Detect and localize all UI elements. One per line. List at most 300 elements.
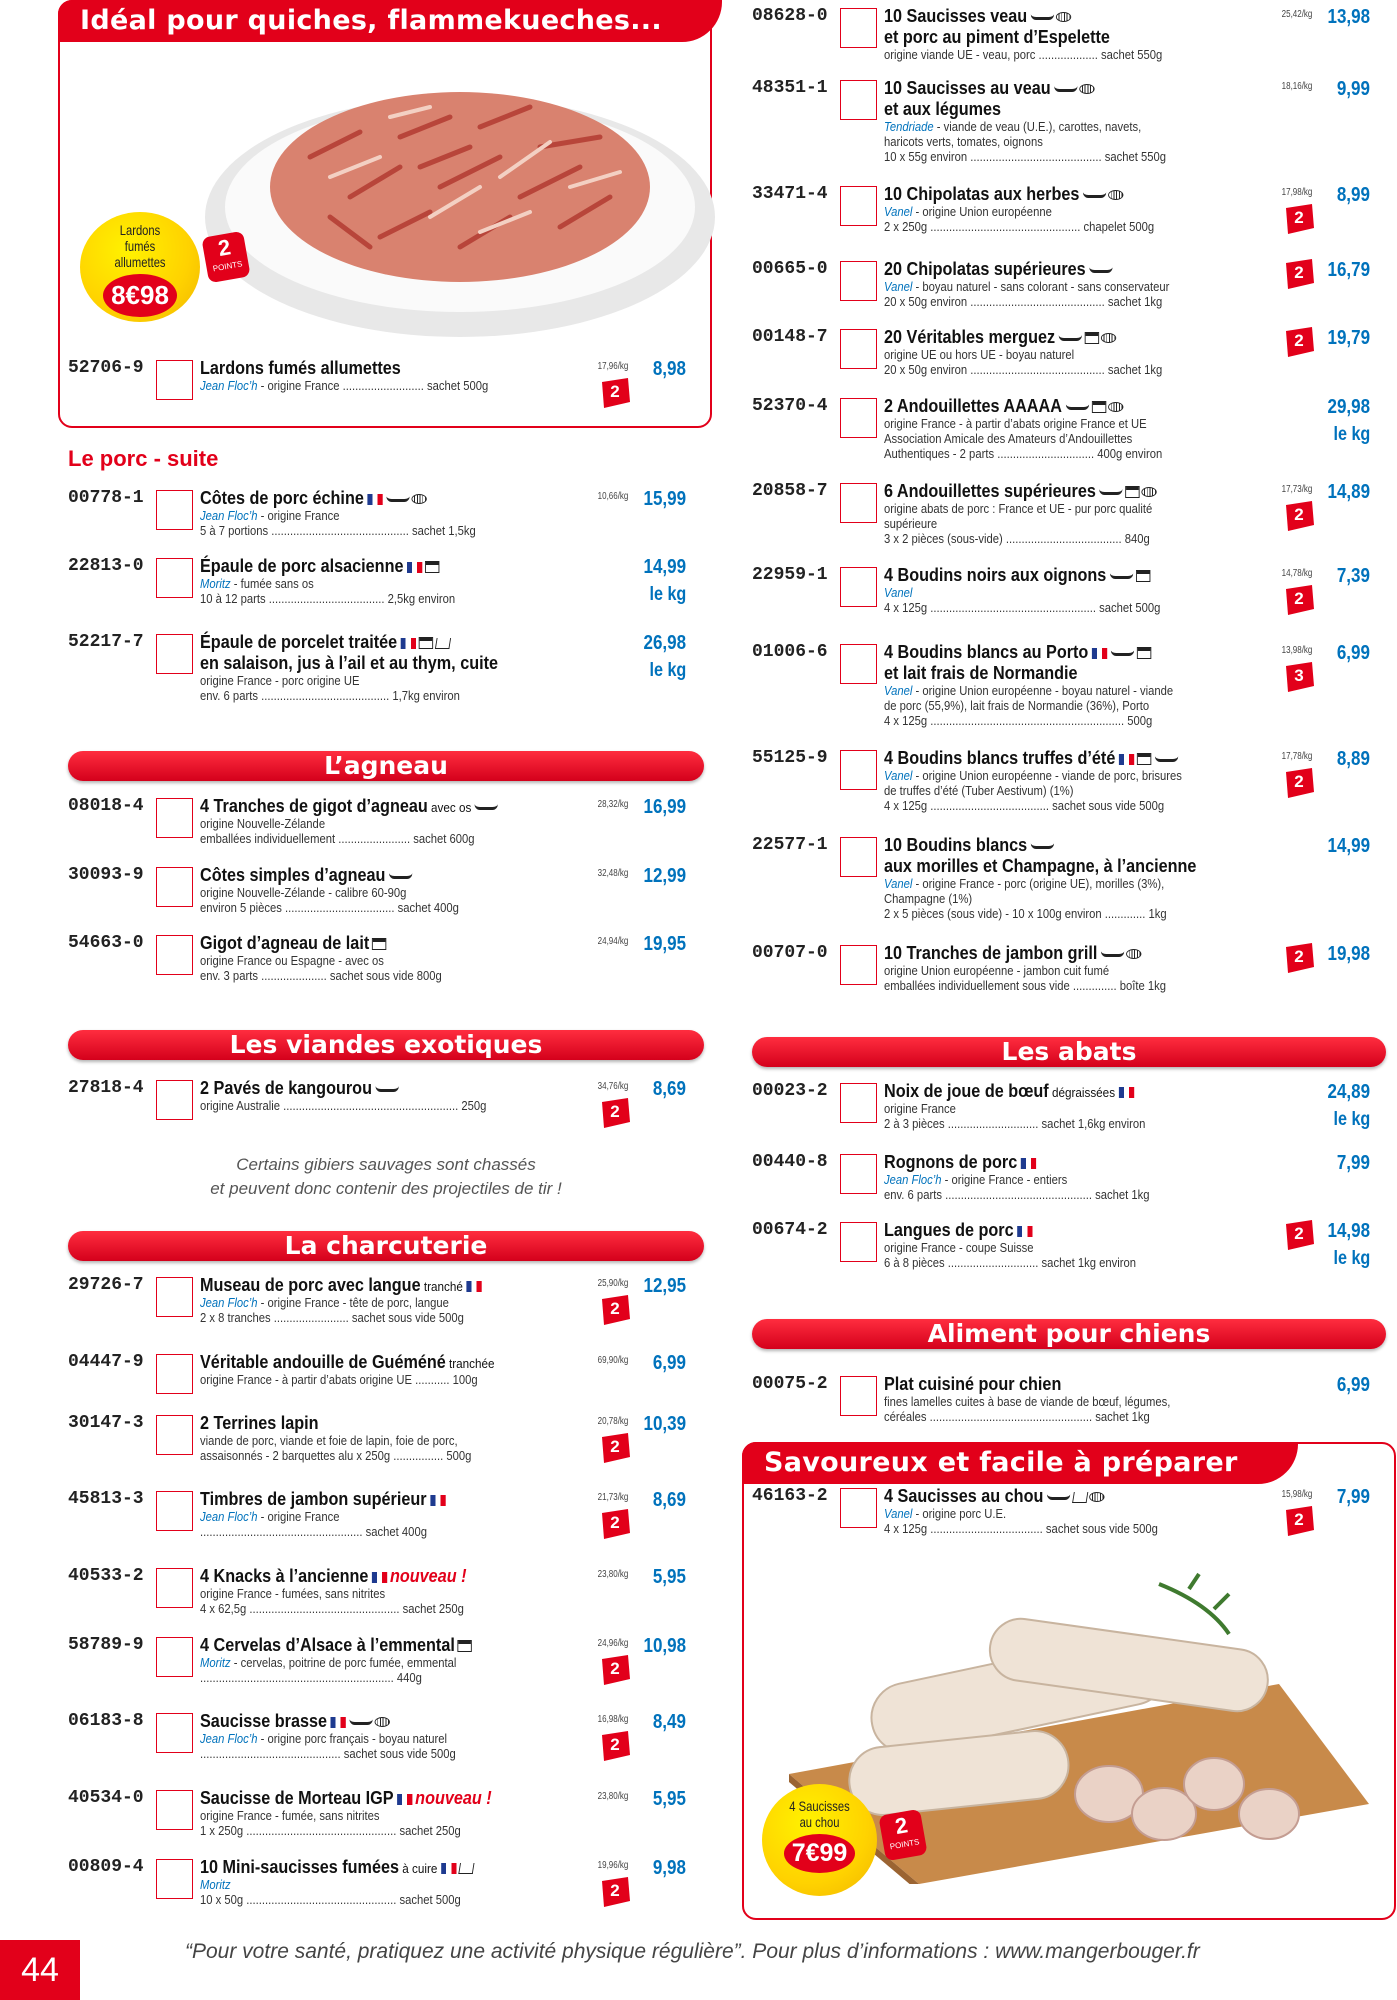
points-badge <box>1282 766 1316 800</box>
product-code: 00707-0 <box>752 943 828 963</box>
desc-text: origine France - à partir d’abats origine France et UE <box>884 417 1147 431</box>
desc-text: origine France - à partir d’abats origine UE ........... 100g <box>200 1373 478 1387</box>
french-flag-icon <box>1021 1158 1036 1169</box>
product-item <box>752 259 1392 319</box>
desc-text: - origine France .......................... sachet 500g <box>257 379 489 393</box>
product-desc <box>200 524 476 539</box>
order-checkbox[interactable] <box>840 186 877 226</box>
product-price: 14,89 <box>1327 481 1370 503</box>
order-checkbox[interactable] <box>840 1488 877 1528</box>
product-desc <box>884 892 972 907</box>
french-flag-icon <box>1092 648 1107 659</box>
points-badge <box>1282 499 1316 533</box>
points-badge <box>598 1096 632 1130</box>
order-checkbox[interactable] <box>156 634 193 674</box>
oven-icon <box>1136 570 1150 582</box>
product-name-text: 20 Véritables merguez <box>884 327 1056 347</box>
points-badge <box>598 1507 632 1541</box>
brand-name: Jean Floc’h <box>200 1510 258 1524</box>
order-checkbox[interactable] <box>840 750 877 790</box>
desc-text: - origine France - porc (origine UE), morilles (3%), <box>912 877 1165 891</box>
product-name-text: Noix de joue de bœuf <box>884 1081 1049 1101</box>
product-item <box>68 1857 708 1917</box>
points-value: 2 <box>610 1659 620 1678</box>
brand-name: Moritz <box>200 1656 231 1670</box>
product-desc <box>884 1256 1136 1271</box>
product-qualifier: tranchée <box>445 1356 495 1371</box>
banner-exotiques: Les viandes exotiques <box>68 1030 704 1060</box>
french-flag-icon <box>1017 1226 1032 1237</box>
brand-name: Vanel <box>884 280 913 294</box>
brand-name: Jean Floc’h <box>200 1296 258 1310</box>
product-item <box>752 1081 1392 1141</box>
french-flag-icon <box>401 638 416 649</box>
product-item <box>68 556 708 616</box>
points-value: 3 <box>1294 666 1304 685</box>
french-flag-icon <box>397 1794 412 1805</box>
desc-text: 2 x 8 tranches ........................ sachet sous vide 500g <box>200 1311 464 1325</box>
desc-text: origine Australie ........................................................ 250g <box>200 1099 487 1113</box>
product-desc <box>200 1099 486 1114</box>
product-desc <box>884 447 1162 462</box>
product-desc <box>884 1241 1033 1256</box>
desc-text: .............................................................. 440g <box>200 1671 422 1685</box>
product-code: 22959-1 <box>752 565 828 585</box>
brand-name: Tendriade <box>884 120 934 134</box>
points-value: 2 <box>610 1881 620 1900</box>
product-name-line2: et porc au piment d’Espelette <box>884 27 1110 47</box>
price-per-kg: 17,78/kg <box>1281 751 1312 762</box>
product-name <box>884 748 1178 769</box>
product-name-text: Saucisse brasse <box>200 1711 327 1731</box>
product-name-text: Côtes simples d’agneau <box>200 865 386 885</box>
order-checkbox[interactable] <box>156 1637 193 1677</box>
points-badge <box>878 1809 927 1862</box>
points-badge <box>201 231 250 284</box>
oven-icon <box>1085 332 1099 344</box>
product-price: 8,49 <box>652 1711 686 1733</box>
product-name-line2: aux morilles et Champagne, à l’ancienne <box>884 856 1197 876</box>
price-per-kg: 32,48/kg <box>597 868 628 879</box>
product-price: 8,69 <box>652 1489 686 1511</box>
order-checkbox[interactable] <box>840 945 877 985</box>
product-price: 14,98 <box>1327 1220 1370 1242</box>
price-per-kg: 24,96/kg <box>597 1638 628 1649</box>
page-number: 44 <box>0 1940 80 2000</box>
points-badge <box>598 1653 632 1687</box>
desc-text: - fumée sans os <box>230 577 314 591</box>
order-checkbox[interactable] <box>840 1376 877 1416</box>
product-item <box>752 481 1392 546</box>
product-item <box>752 1220 1392 1280</box>
desc-text: 4 x 125g ..................................................... sachet 500g <box>884 601 1161 615</box>
product-name-text: Côtes de porc échine <box>200 488 364 508</box>
desc-text: origine UE ou hors UE - boyau naturel <box>884 348 1075 362</box>
desc-text: viande de porc, viande et foie de lapin, foie de porc, <box>200 1434 458 1448</box>
product-name <box>200 796 498 818</box>
price-per-kg: 17,96/kg <box>597 361 628 372</box>
french-flag-icon <box>430 1495 445 1506</box>
product-name <box>884 184 1123 205</box>
product-name-text: 2 Andouillettes AAAAA <box>884 396 1062 416</box>
desc-text: origine France - coupe Suisse <box>884 1241 1034 1255</box>
product-desc <box>884 363 1162 378</box>
product-name <box>884 327 1116 348</box>
price-per-kg: 24,94/kg <box>597 936 628 947</box>
product-price: 19,95 <box>643 933 686 955</box>
price-burst <box>762 1784 877 1896</box>
product-desc <box>884 1410 1150 1425</box>
product-name <box>200 1078 399 1099</box>
order-checkbox[interactable] <box>840 261 877 301</box>
product-desc <box>884 1117 1145 1132</box>
product-name-text: Saucisse de Morteau IGP <box>200 1788 394 1808</box>
product-item <box>752 565 1392 625</box>
points-value: 2 <box>1294 505 1304 524</box>
product-desc <box>200 1809 379 1824</box>
product-desc <box>884 699 1149 714</box>
product-desc <box>884 979 1166 994</box>
product-desc <box>884 769 1182 784</box>
product-price: 13,98 <box>1327 6 1370 28</box>
order-checkbox[interactable] <box>840 1154 877 1194</box>
product-name <box>200 1352 495 1374</box>
order-checkbox[interactable] <box>156 1080 193 1120</box>
product-desc <box>200 1449 471 1464</box>
cart-icon <box>1072 1492 1088 1503</box>
pan-fry-icon <box>1089 267 1112 273</box>
product-code: 29726-7 <box>68 1275 144 1295</box>
pan-fry-icon <box>376 1086 399 1092</box>
product-name <box>200 1635 472 1656</box>
brand-name: Jean Floc’h <box>200 509 258 523</box>
product-code: 08628-0 <box>752 6 828 26</box>
banner-charcuterie: La charcuterie <box>68 1231 704 1261</box>
product-price: 7,99 <box>1336 1152 1370 1174</box>
pan-fry-icon <box>1155 756 1178 762</box>
grill-icon <box>1089 1492 1104 1502</box>
desc-text: origine viande UE - veau, porc ................... sachet 550g <box>884 48 1163 62</box>
points-badge <box>1282 941 1316 975</box>
product-code: 22813-0 <box>68 556 144 576</box>
price-per-kg: 20,78/kg <box>597 1416 628 1427</box>
grill-icon <box>1108 190 1123 200</box>
product-name <box>884 1486 1105 1507</box>
product-price: 12,95 <box>643 1275 686 1297</box>
points-value: 2 <box>610 1102 620 1121</box>
product-code: 52217-7 <box>68 632 144 652</box>
product-item <box>68 1352 708 1412</box>
product-name-text: Gigot d’agneau de lait <box>200 933 370 953</box>
price-per-kg: 17,98/kg <box>1281 187 1312 198</box>
points-badge <box>1282 1504 1316 1538</box>
price-per-kg: 18,16/kg <box>1281 81 1312 92</box>
order-checkbox[interactable] <box>156 1415 193 1455</box>
product-item <box>68 865 708 925</box>
product-item <box>68 933 708 993</box>
price-per-kg: 69,90/kg <box>597 1355 628 1366</box>
product-code: 40533-2 <box>68 1566 144 1586</box>
product-code: 27818-4 <box>68 1078 144 1098</box>
product-name-text: 10 Saucisses veau <box>884 6 1028 26</box>
product-code: 00148-7 <box>752 327 828 347</box>
desc-text: - origine Union européenne - viande de porc, brisures <box>912 769 1182 783</box>
desc-text: origine abats de porc : France et UE - pur porc qualité <box>884 502 1153 516</box>
product-desc <box>200 886 406 901</box>
product-desc <box>200 1296 449 1311</box>
price-per-kg: 13,98/kg <box>1281 645 1312 656</box>
desc-text: de porc (55,9%), lait frais de Normandie (36%), Porto <box>884 699 1150 713</box>
order-checkbox[interactable] <box>840 837 877 877</box>
order-checkbox[interactable] <box>840 567 877 607</box>
product-item <box>752 943 1392 1003</box>
grill-icon <box>1108 402 1123 412</box>
points-value: 2 <box>1294 1510 1304 1529</box>
desc-text: origine France - porc origine UE <box>200 674 360 688</box>
cart-icon <box>435 638 451 649</box>
product-code: 33471-4 <box>752 184 828 204</box>
desc-text: 6 à 8 pièces ............................. sachet 1kg environ <box>884 1256 1136 1270</box>
price-per-kg: 14,78/kg <box>1281 568 1312 579</box>
product-desc <box>884 120 1141 135</box>
product-item <box>752 835 1392 921</box>
product-qualifier: avec os <box>427 800 472 815</box>
burst-label: Lardons fumés allumettes <box>114 222 166 270</box>
product-price: 26,98 <box>643 632 686 654</box>
product-desc <box>884 684 1173 699</box>
brand-name: Vanel <box>884 1507 913 1521</box>
desc-text: 2 x 5 pièces (sous vide) - 10 x 100g environ ............. 1kg <box>884 907 1167 921</box>
brand-name: Moritz <box>200 1878 231 1892</box>
product-desc <box>200 832 475 847</box>
burst-price: 8€98 <box>103 274 177 317</box>
product-price: 5,95 <box>652 1788 686 1810</box>
french-flag-icon <box>466 1281 481 1292</box>
desc-text: environ 5 pièces ................................... sachet 400g <box>200 901 459 915</box>
order-checkbox[interactable] <box>840 1083 877 1123</box>
product-item <box>68 632 708 703</box>
price-per-kg: 23,80/kg <box>597 1569 628 1580</box>
product-desc <box>884 432 1132 447</box>
product-code: 45813-3 <box>68 1489 144 1509</box>
product-desc <box>200 1587 385 1602</box>
order-checkbox[interactable] <box>156 1859 193 1899</box>
french-flag-icon <box>1119 1087 1134 1098</box>
desc-text: 10 à 12 parts ..................................... 2,5kg environ <box>200 592 456 606</box>
pan-fry-icon <box>1066 404 1089 410</box>
price-burst <box>80 212 200 322</box>
price-per-kg: 10,66/kg <box>597 491 628 502</box>
product-code: 01006-6 <box>752 642 828 662</box>
desc-text: supérieure <box>884 517 938 531</box>
desc-text: 10 x 50g ................................................ sachet 500g <box>200 1893 461 1907</box>
order-checkbox[interactable] <box>156 558 193 598</box>
product-item <box>68 358 708 418</box>
product-desc <box>200 817 325 832</box>
product-price: 12,99 <box>643 865 686 887</box>
product-qualifier: tranché <box>420 1279 463 1294</box>
product-name-text: 4 Saucisses au chou <box>884 1486 1044 1506</box>
product-desc <box>200 674 359 689</box>
product-item <box>68 1489 708 1549</box>
product-name <box>884 396 1123 417</box>
gibier-note-line1: Certains gibiers sauvages sont chassés <box>236 1155 536 1174</box>
desc-text: - origine France <box>257 1510 340 1524</box>
points-value: 2 <box>893 1812 910 1840</box>
product-price: 14,99 <box>643 556 686 578</box>
order-checkbox[interactable] <box>156 1277 193 1317</box>
desc-text: 4 x 125g ...................................... sachet sous vide 500g <box>884 799 1165 813</box>
nouveau-badge: nouveau ! <box>415 1788 492 1808</box>
order-checkbox[interactable] <box>156 1713 193 1753</box>
product-desc <box>200 1602 464 1617</box>
order-checkbox[interactable] <box>156 490 193 530</box>
order-checkbox[interactable] <box>840 483 877 523</box>
pan-fry-icon <box>1111 650 1134 656</box>
desc-text: 10 x 55g environ .......................................... sachet 550g <box>884 150 1167 164</box>
product-item <box>752 184 1392 244</box>
desc-text: 2 x 250g ................................................ chapelet 500g <box>884 220 1155 234</box>
product-name-text: 4 Boudins noirs aux oignons <box>884 565 1107 585</box>
product-name <box>884 259 1113 280</box>
product-name <box>200 1711 390 1732</box>
footer-note: “Pour votre santé, pratiquez une activité physique régulière”. Pour plus d’informations : www.mangerbouger.fr <box>185 1940 1200 1963</box>
product-desc <box>200 1893 461 1908</box>
product-code: 00075-2 <box>752 1374 828 1394</box>
product-name-text: Timbres de jambon supérieur <box>200 1489 427 1509</box>
oven-icon <box>425 561 439 573</box>
gibier-note-line2: et peuvent donc contenir des projectiles de tir ! <box>210 1179 562 1198</box>
order-checkbox[interactable] <box>840 329 877 369</box>
grill-icon <box>412 494 427 504</box>
desc-text: - viande de veau (U.E.), carottes, navets, <box>933 120 1142 134</box>
desc-text: Association Amicale des Amateurs d’Andouillettes <box>884 432 1133 446</box>
product-price: 10,39 <box>643 1413 686 1435</box>
product-desc <box>884 532 1150 547</box>
product-name-text: 20 Chipolatas supérieures <box>884 259 1086 279</box>
product-name <box>200 1566 466 1587</box>
order-checkbox[interactable] <box>156 867 193 907</box>
oven-icon <box>458 1640 472 1652</box>
desc-text: 4 x 125g .................................... sachet sous vide 500g <box>884 1522 1158 1536</box>
product-desc <box>200 689 460 704</box>
order-checkbox[interactable] <box>840 644 877 684</box>
product-price: 5,95 <box>652 1566 686 1588</box>
order-checkbox[interactable] <box>840 1222 877 1262</box>
lardons-photo <box>200 47 720 347</box>
order-checkbox[interactable] <box>156 1491 193 1531</box>
desc-text: origine Nouvelle-Zélande - calibre 60-90g <box>200 886 407 900</box>
product-price: 8,98 <box>652 358 686 380</box>
order-checkbox[interactable] <box>840 80 877 120</box>
product-code: 06183-8 <box>68 1711 144 1731</box>
brand-name: Vanel <box>884 586 913 600</box>
product-item <box>68 1078 708 1138</box>
le-kg-label: le kg <box>1333 424 1370 445</box>
pan-fry-icon <box>1047 1494 1070 1500</box>
order-checkbox[interactable] <box>840 398 877 438</box>
product-price: 7,39 <box>1336 565 1370 587</box>
order-checkbox[interactable] <box>156 798 193 838</box>
desc-text: origine France - fumées, sans nitrites <box>200 1587 386 1601</box>
product-name <box>884 1081 1134 1103</box>
points-word: POINTS <box>212 259 244 274</box>
product-name-text: 10 Saucisses au veau <box>884 78 1051 98</box>
desc-text: - boyau naturel - sans colorant - sans conservateur <box>912 280 1170 294</box>
pan-fry-icon <box>1110 573 1133 579</box>
product-desc <box>884 1522 1158 1537</box>
burst-label-1: 4 Saucisses <box>789 1798 850 1814</box>
order-checkbox[interactable] <box>156 360 193 400</box>
product-desc <box>200 954 384 969</box>
product-item <box>68 488 708 548</box>
product-desc <box>884 1507 1006 1522</box>
points-badge <box>1282 202 1316 236</box>
banner-agneau: L’agneau <box>68 751 704 781</box>
points-value: 2 <box>1294 1224 1304 1243</box>
price-per-kg: 34,76/kg <box>597 1081 628 1092</box>
nouveau-badge: nouveau ! <box>389 1566 467 1586</box>
product-desc <box>884 714 1152 729</box>
order-checkbox[interactable] <box>156 1568 193 1608</box>
le-kg-label: le kg <box>1333 1109 1370 1130</box>
product-code: 55125-9 <box>752 748 828 768</box>
product-desc <box>200 969 442 984</box>
product-desc <box>884 1188 1150 1203</box>
product-desc <box>200 1311 464 1326</box>
product-name-line2: et lait frais de Normandie <box>884 663 1078 683</box>
product-code: 00778-1 <box>68 488 144 508</box>
price-per-kg: 28,32/kg <box>597 799 628 810</box>
product-item <box>752 396 1392 461</box>
grill-icon <box>375 1717 390 1727</box>
product-desc <box>884 1395 1170 1410</box>
product-desc <box>884 799 1164 814</box>
pan-fry-icon <box>1101 951 1124 957</box>
product-desc <box>884 295 1162 310</box>
points-value: 2 <box>1294 772 1304 791</box>
product-desc <box>200 1824 461 1839</box>
points-value: 2 <box>1294 589 1304 608</box>
order-checkbox[interactable] <box>156 1790 193 1830</box>
order-checkbox[interactable] <box>156 1354 193 1394</box>
product-qualifier: à cuire <box>398 1861 438 1876</box>
product-code: 00665-0 <box>752 259 828 279</box>
order-checkbox[interactable] <box>156 935 193 975</box>
product-desc <box>200 1732 447 1747</box>
oven-icon <box>1137 647 1151 659</box>
product-desc <box>200 379 488 394</box>
product-desc <box>200 1671 422 1686</box>
product-name <box>884 481 1157 502</box>
product-code: 08018-4 <box>68 796 144 816</box>
product-item <box>68 796 708 856</box>
grill-icon <box>1142 487 1157 497</box>
french-flag-icon <box>441 1863 456 1874</box>
product-desc <box>200 901 459 916</box>
desc-text: 1 x 250g ................................................ sachet 250g <box>200 1824 461 1838</box>
order-checkbox[interactable] <box>840 8 877 48</box>
product-name-text: 10 Boudins blancs <box>884 835 1028 855</box>
points-value: 2 <box>1294 263 1304 282</box>
product-code: 30093-9 <box>68 865 144 885</box>
product-desc <box>200 1656 456 1671</box>
product-name <box>200 865 412 886</box>
product-name-text: Véritable andouille de Guéméné <box>200 1352 446 1372</box>
burst-price: 7€99 <box>784 1834 856 1873</box>
french-flag-icon <box>407 562 422 573</box>
product-name-text: 4 Boudins blancs truffes d’été <box>884 748 1116 768</box>
